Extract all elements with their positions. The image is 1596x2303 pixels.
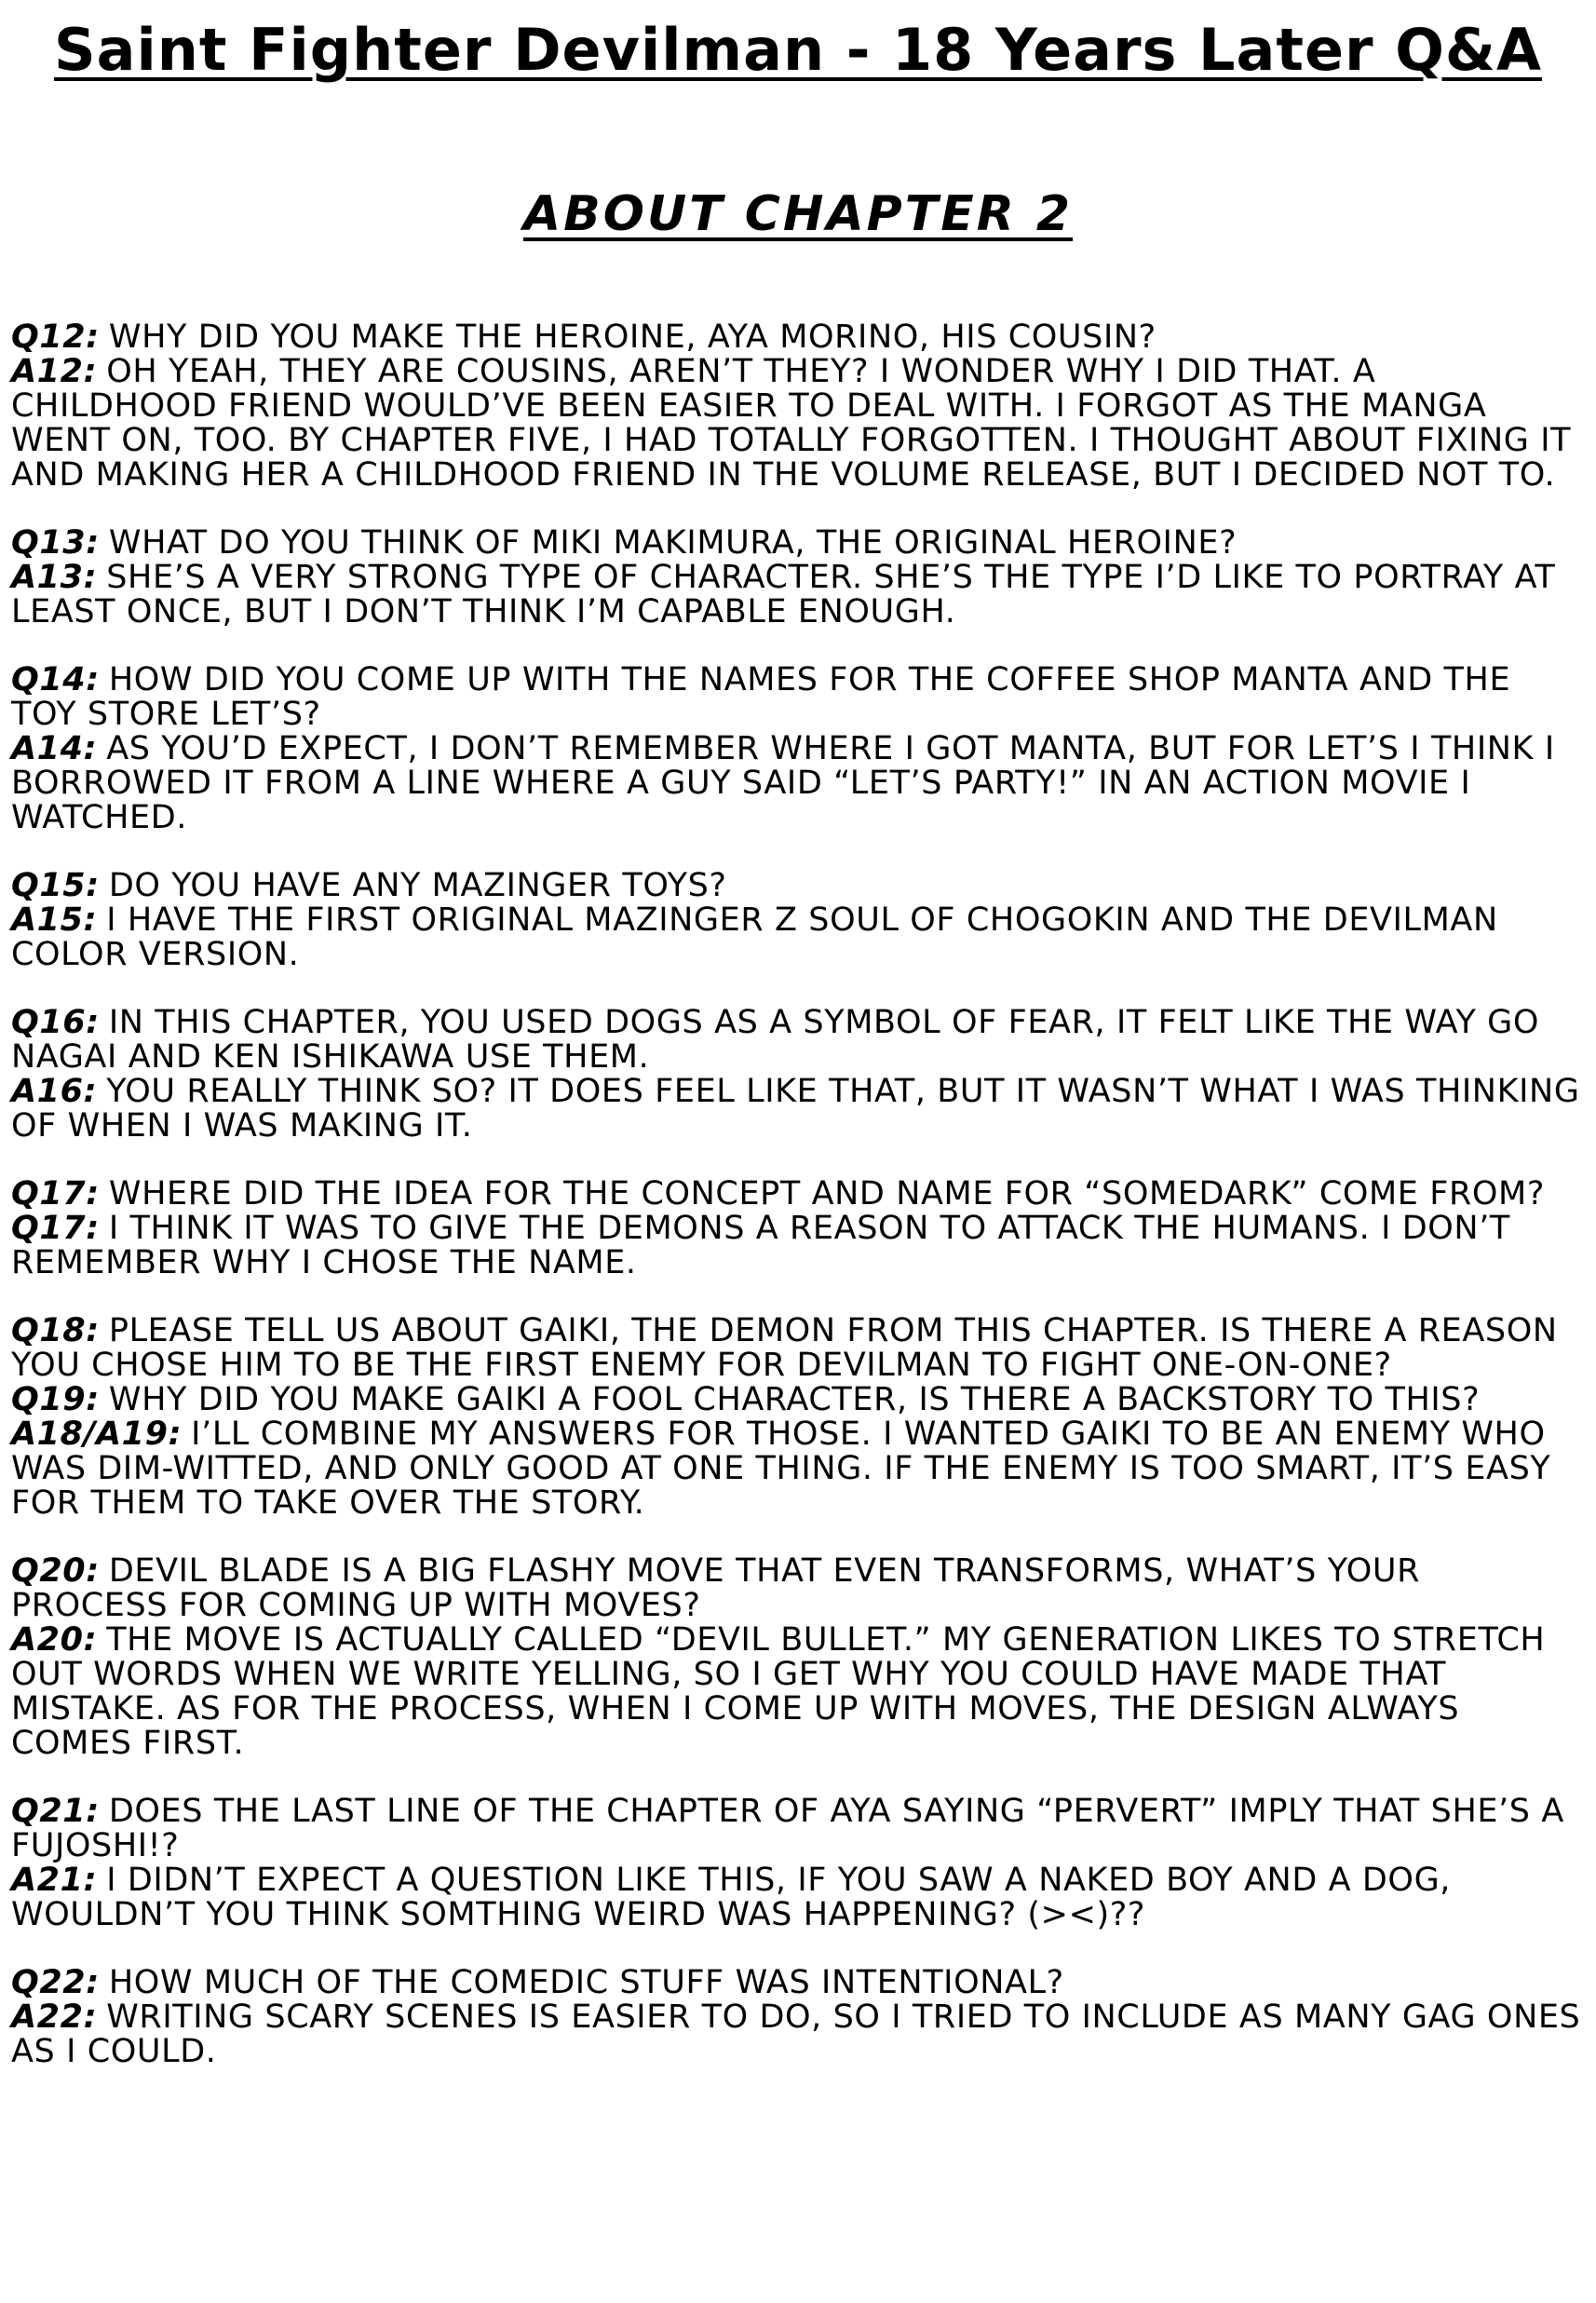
qa-text: YOU REALLY THINK SO? IT DOES FEEL LIKE THAT, BUT IT WASN’T WHAT I WAS THINKING OF WHEN I WAS MAKING IT. (11, 1073, 1580, 1145)
question-line (11, 663, 1585, 732)
answer-line (11, 355, 1585, 493)
qa-text: WHERE DID THE IDEA FOR THE CONCEPT AND NAME FOR “SOMEDARK” COME FROM? (108, 1175, 1546, 1212)
question-line (11, 1554, 1585, 1623)
qa-label: Q14: (11, 661, 100, 698)
question-line (11, 1966, 1585, 2000)
qa-text: HOW DID YOU COME UP WITH THE NAMES FOR THE COFFEE SHOP MANTA AND THE TOY STORE LET’S? (11, 661, 1511, 733)
answer-line (11, 732, 1585, 835)
qa-text: I HAVE THE FIRST ORIGINAL MAZINGER Z SOUL OF CHOGOKIN AND THE DEVILMAN COLOR VERSION. (11, 901, 1498, 973)
qa-label: Q18: (11, 1312, 100, 1349)
question-line (11, 1006, 1585, 1075)
qa-label: A16: (11, 1073, 98, 1110)
qa-label: Q21: (11, 1793, 100, 1830)
answer-line (11, 2000, 1585, 2069)
qa-text: I DIDN’T EXPECT A QUESTION LIKE THIS, IF YOU SAW A NAKED BOY AND A DOG, WOULDN’T YOU THINK SOMTHING WEIRD WAS HAPPENING? (><)?? (11, 1862, 1452, 1933)
answer-line (11, 561, 1585, 630)
qa-label: Q16: (11, 1004, 100, 1041)
qa-block (11, 1795, 1585, 1932)
qa-block (11, 663, 1585, 835)
qa-label: A21: (11, 1862, 98, 1899)
qa-label: A20: (11, 1621, 98, 1659)
question-line (11, 1383, 1585, 1417)
qa-label: Q17: (11, 1175, 100, 1212)
qa-block (11, 1314, 1585, 1521)
qa-text: I THINK IT WAS TO GIVE THE DEMONS A REASON TO ATTACK THE HUMANS. I DON’T REMEMBER WHY I CHOSE THE NAME. (11, 1210, 1510, 1281)
qa-text: THE MOVE IS ACTUALLY CALLED “DEVIL BULLET.” MY GENERATION LIKES TO STRETCH OUT WORDS WHEN WE WRITE YELLING, SO I GET WHY YOU COULD HAVE MADE THAT MISTAKE. AS FOR THE PROCESS, WHEN I COME UP WITH MOVES, THE DESIGN ALWAYS COMES FIRST. (11, 1621, 1546, 1762)
qa-label: A12: (11, 353, 98, 390)
qa-block (11, 869, 1585, 972)
qa-text: WHAT DO YOU THINK OF MIKI MAKIMURA, THE ORIGINAL HEROINE? (108, 524, 1238, 562)
answer-line (11, 903, 1585, 972)
qa-label: Q17: (11, 1210, 100, 1247)
qa-text: IN THIS CHAPTER, YOU USED DOGS AS A SYMBOL OF FEAR, IT FELT LIKE THE WAY GO NAGAI AND KEN ISHIKAWA USE THEM. (11, 1004, 1540, 1076)
qa-label: A13: (11, 559, 98, 596)
qa-block (11, 1554, 1585, 1761)
qa-text: I’LL COMBINE MY ANSWERS FOR THOSE. I WANTED GAIKI TO BE AN ENEMY WHO WAS DIM-WITTED, AND ONLY GOOD AT ONE THING. IF THE ENEMY IS TOO SMART, IT’S EASY FOR THEM TO TAKE OVER THE STORY. (11, 1416, 1551, 1522)
qa-label: Q13: (11, 524, 100, 562)
qa-block (11, 526, 1585, 630)
qa-text: DOES THE LAST LINE OF THE CHAPTER OF AYA SAYING “PERVERT” IMPLY THAT SHE’S A FUJOSHI!? (11, 1793, 1564, 1864)
question-line (11, 320, 1585, 355)
answer-line (11, 1863, 1585, 1932)
qa-text: DEVIL BLADE IS A BIG FLASHY MOVE THAT EVEN TRANSFORMS, WHAT’S YOUR PROCESS FOR COMING UP WITH MOVES? (11, 1552, 1421, 1624)
question-line (11, 869, 1585, 903)
question-line (11, 526, 1585, 561)
qa-text: HOW MUCH OF THE COMEDIC STUFF WAS INTENTIONAL? (108, 1964, 1064, 2001)
qa-text: PLEASE TELL US ABOUT GAIKI, THE DEMON FROM THIS CHAPTER. IS THERE A REASON YOU CHOSE HIM TO BE THE FIRST ENEMY FOR DEVILMAN TO FIGHT ONE-ON-ONE? (11, 1312, 1558, 1384)
answer-line (11, 1417, 1585, 1521)
qa-label: Q20: (11, 1552, 100, 1590)
qa-text: SHE’S A VERY STRONG TYPE OF CHARACTER. SHE’S THE TYPE I’D LIKE TO PORTRAY AT LEAST ONCE, BUT I DON’T THINK I’M CAPABLE ENOUGH. (11, 559, 1556, 630)
qa-label: Q22: (11, 1964, 100, 2001)
question-line (11, 1177, 1585, 1212)
qa-label: Q19: (11, 1381, 100, 1418)
question-line (11, 1314, 1585, 1383)
qa-block (11, 1006, 1585, 1144)
qa-label: Q15: (11, 867, 100, 904)
qa-text: AS YOU’D EXPECT, I DON’T REMEMBER WHERE I GOT MANTA, BUT FOR LET’S I THINK I BORROWED IT FROM A LINE WHERE A GUY SAID “LET’S PARTY!” IN AN ACTION MOVIE I WATCHED. (11, 730, 1555, 836)
qa-block (11, 320, 1585, 493)
qa-label: A18/A19: (11, 1416, 183, 1453)
answer-line (11, 1623, 1585, 1761)
page-title: Saint Fighter Devilman - 18 Years Later Q&A (54, 16, 1542, 84)
qa-label: A14: (11, 730, 98, 767)
qa-block (11, 1966, 1585, 2069)
answer-line (11, 1075, 1585, 1144)
qa-label: A22: (11, 1998, 98, 2036)
qa-list (11, 320, 1585, 2069)
section-heading: ABOUT CHAPTER 2 (522, 186, 1074, 242)
question-line (11, 1795, 1585, 1863)
qa-text: WHY DID YOU MAKE THE HEROINE, AYA MORINO, HIS COUSIN? (108, 318, 1156, 356)
qa-block (11, 1177, 1585, 1280)
qa-label: Q12: (11, 318, 100, 356)
qa-text: WHY DID YOU MAKE GAIKI A FOOL CHARACTER, IS THERE A BACKSTORY TO THIS? (108, 1381, 1481, 1418)
question-line (11, 1212, 1585, 1280)
qa-label: A15: (11, 901, 98, 939)
qa-text: OH YEAH, THEY ARE COUSINS, AREN’T THEY? I WONDER WHY I DID THAT. A CHILDHOOD FRIEND WOULD’VE BEEN EASIER TO DEAL WITH. I FORGOT AS THE MANGA WENT ON, TOO. BY CHAPTER FIVE, I HAD TOTALLY FORGOTTEN. I THOUGHT ABOUT FIXING IT AND MAKING HER A CHILDHOOD FRIEND IN THE VOLUME RELEASE, BUT I DECIDED NOT TO. (11, 353, 1572, 494)
qa-text: WRITING SCARY SCENES IS EASIER TO DO, SO I TRIED TO INCLUDE AS MANY GAG ONES AS I COULD. (11, 1998, 1581, 2070)
qa-text: DO YOU HAVE ANY MAZINGER TOYS? (108, 867, 727, 904)
